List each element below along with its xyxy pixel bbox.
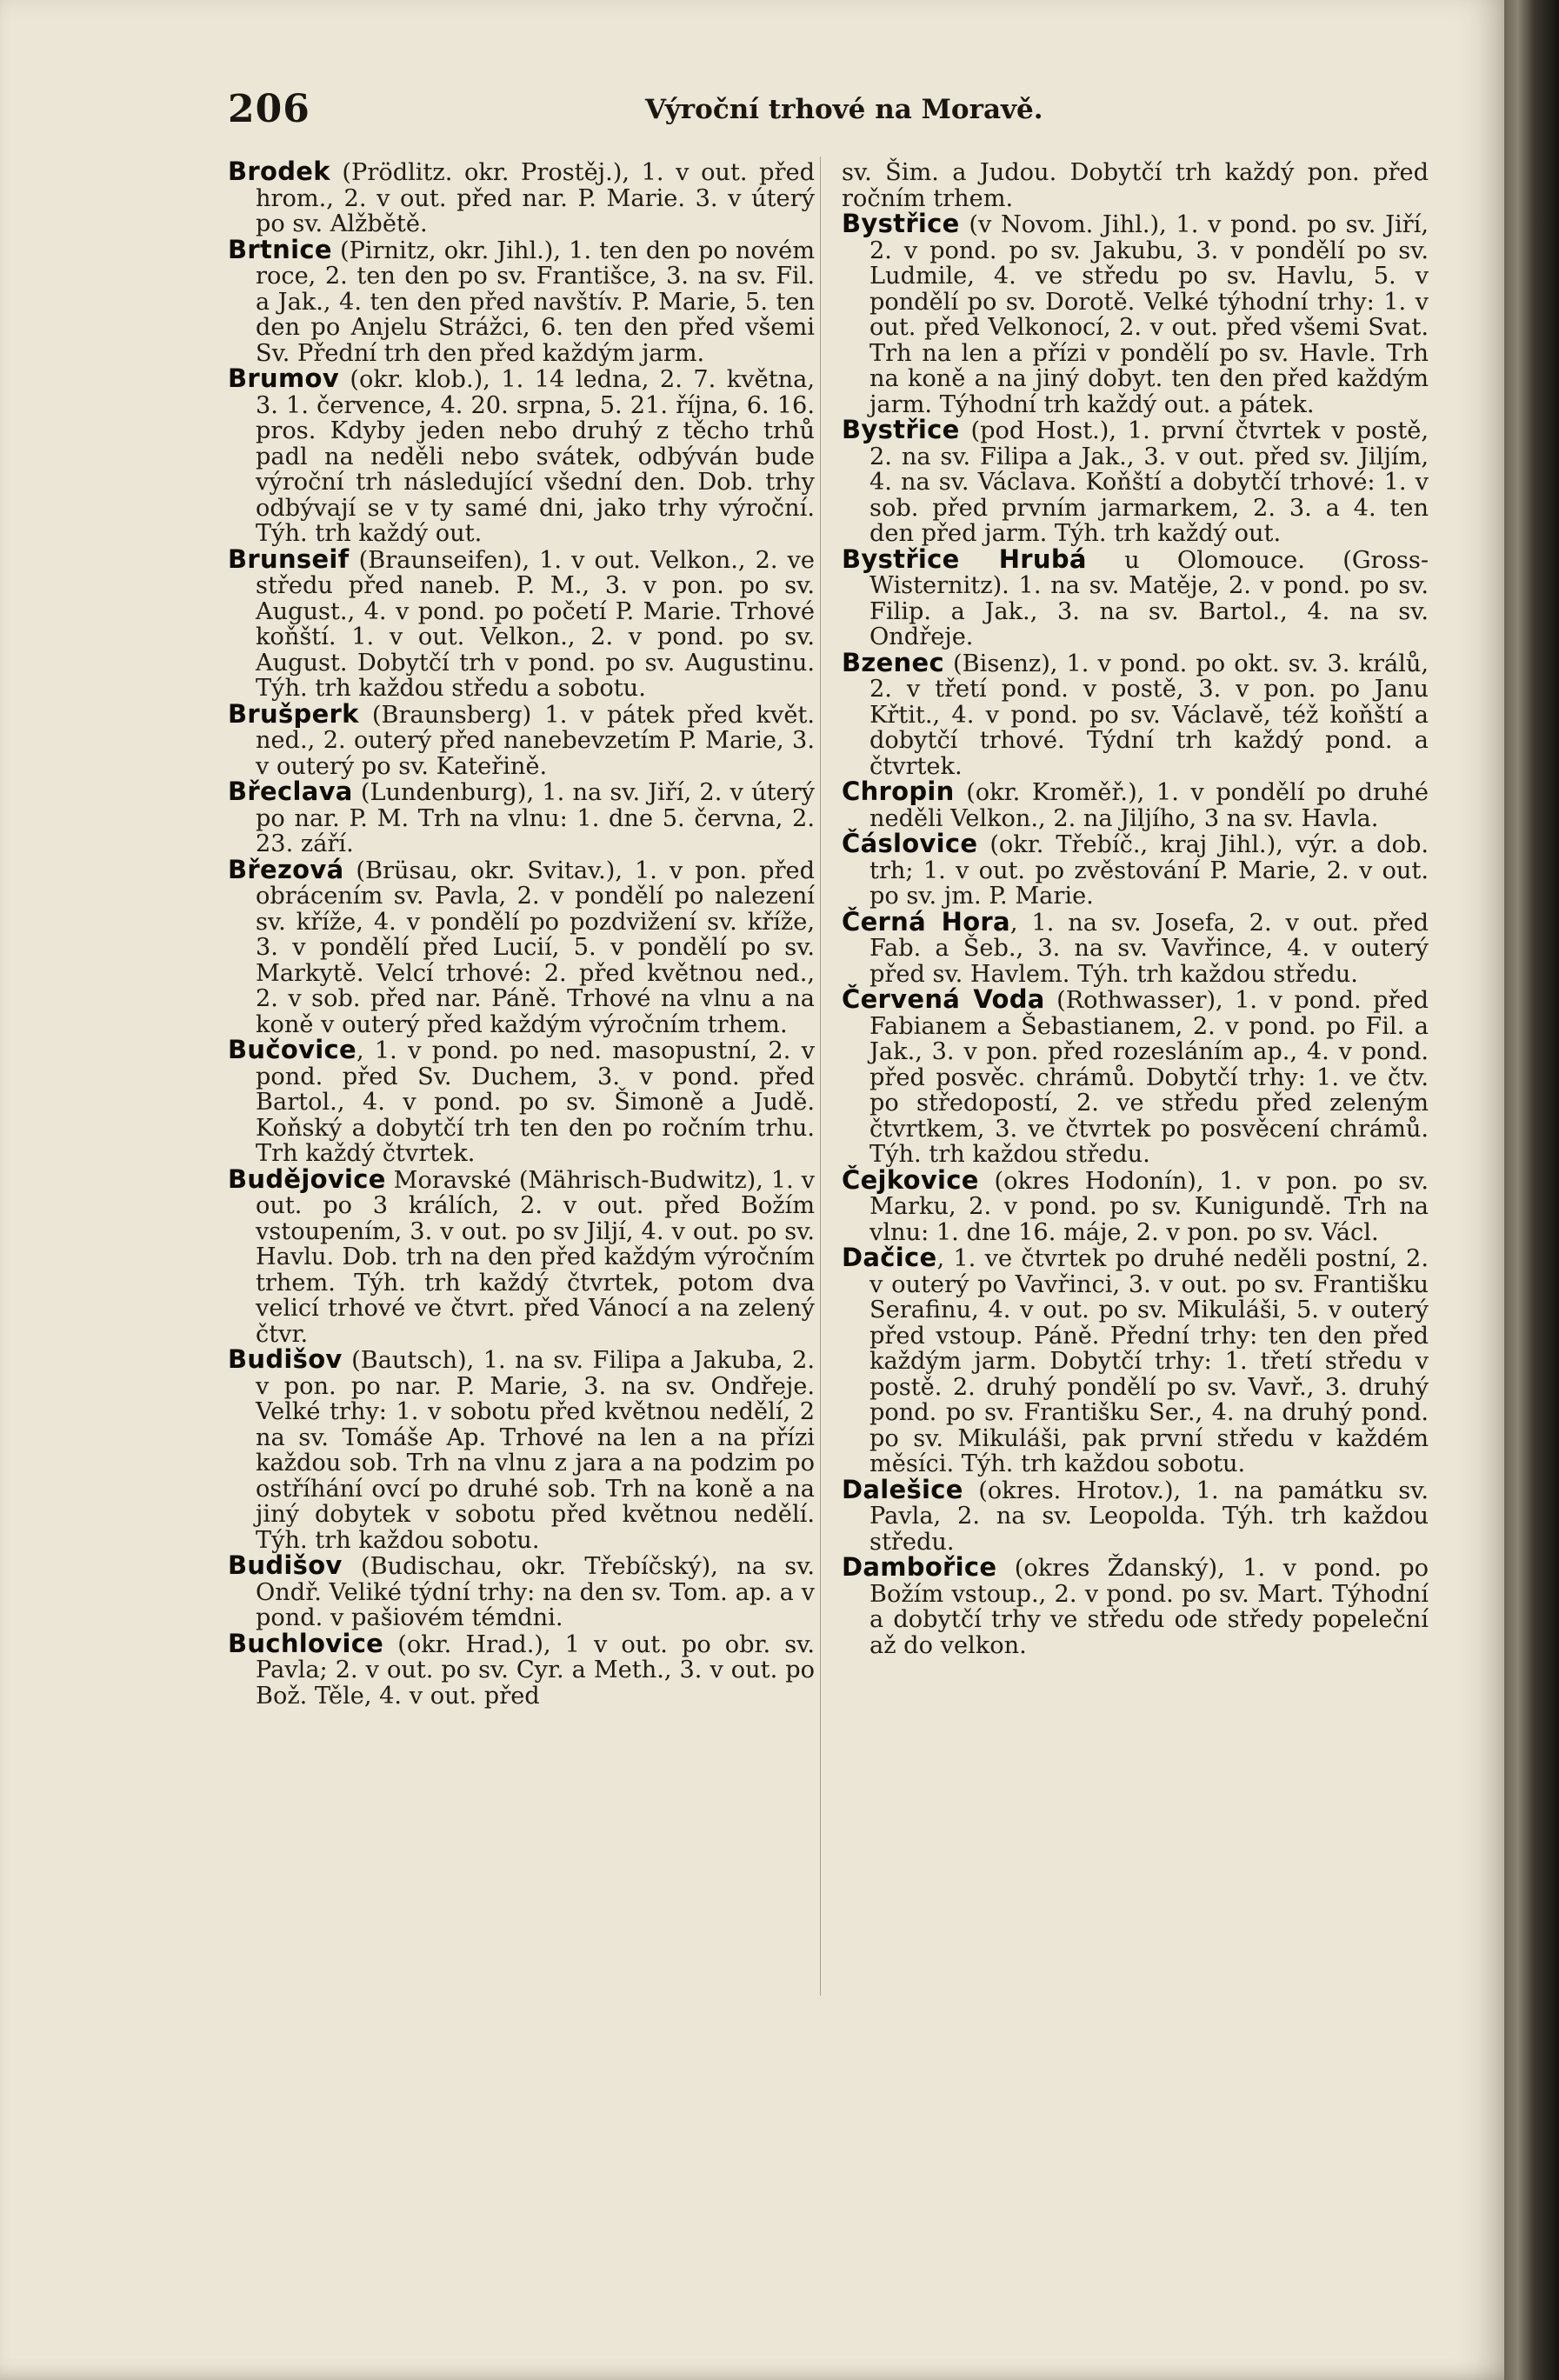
entry xyxy=(228,1550,815,1631)
entry xyxy=(228,1344,815,1554)
entry-headword: Chropin xyxy=(842,777,955,806)
entry xyxy=(842,211,1429,417)
entry-headword: Dačice xyxy=(842,1243,937,1272)
entry-headword: Bystřice xyxy=(842,415,960,444)
entry-text: (Bisenz), 1. v pond. po okt. sv. 3. králů, 2. v třetí pond. v postě, 3. v pon. po Janu Křtit., 4. v pond. po sv. Václavě, též koňští a dobytčí trhové. Týdní trh každý pond. a čtvrtek. xyxy=(869,650,1429,780)
entry-text: (okr. Třebíč., kraj Jihl.), výr. a dob. trh; 1. v out. po zvěstování P. Marie, 2. v out. po sv. jm. P. Marie. xyxy=(869,831,1429,910)
entry-text: , 1. na sv. Josefa, 2. v out. před Fab. a Šeb., 3. na sv. Vavřince, 4. v outerý před sv. Havlem. Týh. trh každou středu. xyxy=(869,909,1429,988)
entry xyxy=(842,984,1429,1168)
entry-text: Moravské (Mährisch-Budwitz), 1. v out. po 3 králích, 2. v out. před Božím vstoupením, 3. v out. po sv Jiljí, 4. v out. po sv. Havlu. Dob. trh na den před každým výročním trhem. Týh. trh každý čtvrtek, potom dva velicí trhové ve čtvrt. před Vánocí a na zelený čtvr. xyxy=(256,1166,815,1348)
entry xyxy=(842,1552,1429,1659)
entry-text: (okr. Hrad.), 1 v out. po obr. sv. Pavla; 2. v out. po sv. Cyr. a Meth., 3. v out. po Bož. Těle, 4. v out. před xyxy=(256,1630,815,1710)
entry xyxy=(842,647,1429,780)
entry xyxy=(842,1164,1429,1246)
entry-headword: Břeclava xyxy=(228,777,353,806)
entry xyxy=(842,1245,1429,1477)
book-edge-shadow xyxy=(1504,0,1559,2380)
entry xyxy=(842,906,1429,988)
entry-headword: Bystřice Hrubá xyxy=(842,543,1087,574)
entry-continuation xyxy=(842,159,1429,211)
entry-headword: Budišov xyxy=(228,1344,343,1374)
entry-headword: Buchlovice xyxy=(228,1628,384,1658)
entry-text: (pod Host.), 1. první čtvrtek v postě, 2. na sv. Filipa a Jak., 3. v out. před sv. Jiljím, 4. na sv. Václava. Koňští a dobytčí trhové: 1. v sob. před prvním jarmarkem, 2. 3. a 4. ten den před jarm. Týh. trh každý out. xyxy=(869,417,1429,547)
entry-headword: Brušperk xyxy=(228,698,359,729)
entry xyxy=(842,417,1429,547)
left-column xyxy=(228,159,815,1709)
entry-text: (Lundenburg), 1. na sv. Jiří, 2. v úterý po nar. P. M. Trh na vlnu: 1. dne 5. června, 2. 23. září. xyxy=(256,779,815,857)
entry-headword: Brumov xyxy=(228,363,339,393)
entry-text: (v Novom. Jihl.), 1. v pond. po sv. Jiří, 2. v pond. po sv. Jakubu, 3. v pondělí po sv. Ludmile, 4. ve středu po sv. Havlu, 5. v pondělí po sv. Dorotě. Velké týhodní trhy: 1. v out. před Velkonocí, 2. v out. před všemi Svat. Trh na len a přízi v pondělí po sv. Havle. Trh na koně a na jiný dobyt. ten den před každým jarm. Týhodní trh každý out. a pátek. xyxy=(869,211,1429,418)
entry-headword: Brodek xyxy=(228,157,330,186)
entry xyxy=(228,1628,815,1710)
entry xyxy=(228,543,815,702)
entry-headword: Březová xyxy=(228,854,344,884)
entry-text: (Braunseifen), 1. v out. Velkon., 2. ve středu před naneb. P. M., 3. v pon. po sv. August., 4. v pond. po početí P. Marie. Trhové koňští. 1. v out. Velkon., 2. v pond. po sv. August. Dobytčí trh v pond. po sv. Augustinu. Týh. trh každou středu a sobotu. xyxy=(256,546,815,702)
entry-text: , 1. v pond. po ned. masopustní, 2. v pond. před Sv. Duchem, 3. v pond. před Bartol., 4. v pond. po sv. Šimoně a Judě. Koňský a dobytčí trh ten den po ročním trhu. Trh každý čtvrtek. xyxy=(256,1037,815,1167)
entry xyxy=(228,234,815,367)
entry xyxy=(228,1037,815,1167)
entry xyxy=(228,363,815,547)
entry-text: sv. Šim. a Judou. Dobytčí trh každý pon. před ročním trhem. xyxy=(842,159,1429,212)
entry-headword: Červená Voda xyxy=(842,984,1045,1014)
entry xyxy=(228,698,815,780)
entry-headword: Černá Hora xyxy=(842,906,1010,937)
right-column xyxy=(842,159,1429,1658)
entry-headword: Čejkovice xyxy=(842,1164,979,1195)
entry-text: (Bautsch), 1. na sv. Filipa a Jakuba, 2. v pon. po nar. P. Marie, 3. na sv. Ondřeje. Velké trhy: 1. v sobotu před květnou nedělí, 2 na sv. Tomáše Ap. Trhové na len a na přízi každou sob. Trh na vlnu z jara a na podzim po ostříhání ovcí po druhé sob. Trh na koně a na jiný dobytek v sobotu před květnou nedělí. Týh. trh každou sobotu. xyxy=(256,1347,815,1554)
page-number: 206 xyxy=(228,87,310,131)
entry-text: (Brüsau, okr. Svitav.), 1. v pon. před obrácením sv. Pavla, 2. v pondělí po nalezení sv. kříže, 4. v pondělí po pozdvižení sv. kříže, 3. v pondělí před Lucií, 5. v pondělí po sv. Markytě. Velcí trhové: 2. před květnou ned., 2. v sob. před nar. Páně. Trhové na vlnu a na koně v outerý před každým výročním trhem. xyxy=(256,857,815,1038)
entry-headword: Bzenec xyxy=(842,647,944,677)
entry-text: (okres Hodonín), 1. v pon. po sv. Marku, 2. v pond. po sv. Kunigundě. Trh na vlnu: 1. dne 16. máje, 2. v pon. po sv. Václ. xyxy=(869,1167,1429,1246)
entry-text: (okr. Kroměř.), 1. v pondělí po druhé neděli Velkon., 2. na Jiljího, 3 na sv. Havla. xyxy=(869,779,1429,832)
entry xyxy=(228,1163,815,1348)
entry xyxy=(842,779,1429,831)
running-head: Výroční trhové na Moravě. xyxy=(645,94,1043,125)
entry-headword: Brunseif xyxy=(228,543,350,574)
entry-headword: Budějovice xyxy=(228,1163,386,1194)
entry xyxy=(228,159,815,237)
entry-text: (okres. Hrotov.), 1. na památku sv. Pavla, 2. na sv. Leopolda. Týh. trh každou středu. xyxy=(869,1477,1429,1556)
entry xyxy=(228,779,815,857)
entry xyxy=(842,831,1429,910)
entry-text: (Rothwasser), 1. v pond. před Fabianem a Šebastianem, 2. v pond. po Fil. a Jak., 3. v pon. před rozesláním ap., 4. v pond. před posvěc. chrámů. Dobytčí trhy: 1. ve čtv. po středopostí, 2. ve středu před zeleným čtvrtkem, 3. ve čtvrtek po posvěcení chrámů. Týh. trh každou středu. xyxy=(869,987,1429,1168)
entry-text: (Prödlitz. okr. Prostěj.), 1. v out. před hrom., 2. v out. před nar. P. Marie. 3. v úterý po sv. Alžbětě. xyxy=(256,159,815,237)
entry-headword: Budišov xyxy=(228,1550,343,1580)
entry-headword: Brtnice xyxy=(228,234,332,264)
entry-text: (okres Ždanský), 1. v pond. po Božím vstoup., 2. v pond. po sv. Mart. Týhodní a dobytčí trhy ve středu ode středy popeleční až do velkon. xyxy=(869,1555,1429,1659)
entry-text: (Braunsberg) 1. v pátek před květ. ned., 2. outerý před nanebevzetím P. Marie, 3. v outerý po sv. Kateřině. xyxy=(256,701,815,780)
entry-headword: Bučovice xyxy=(228,1035,356,1064)
column-divider xyxy=(820,157,821,1996)
entry-text: (Pirnitz, okr. Jihl.), 1. ten den po novém roce, 2. ten den po sv. Františce, 3. na sv. Fil. a Jak., 4. ten den před navštív. P. Marie, 5. ten den po Anjelu Strážci, 6. ten den před všemi Sv. Přední trh den před každým jarm. xyxy=(256,237,815,367)
entry-text: (okr. klob.), 1. 14 ledna, 2. 7. května, 3. 1. července, 4. 20. srpna, 5. 21. října, 6. 16. pros. Kdyby jeden nebo druhý z těcho trhů padl na neděli nebo svátek, odbýván bude výroční trh následující všední den. Dob. trhy odbývají se v ty samé dni, jako trhy výroční. Týh. trh každý out. xyxy=(256,366,815,547)
entry-headword: Bystřice xyxy=(842,209,960,238)
entry-text: (Budischau, okr. Třebíčský), na sv. Ondř. Veliké týdní trhy: na den sv. Tom. ap. a v pond. v pašiovém témdni. xyxy=(256,1553,815,1631)
entry xyxy=(842,543,1429,650)
entry-headword: Dambořice xyxy=(842,1552,997,1582)
entry-text: u Olomouce. (Gross-Wisternitz). 1. na sv. Matěje, 2. v pond. po sv. Filip. a Jak., 3. na sv. Bartol., 4. na sv. Ondřeje. xyxy=(869,546,1429,650)
entry-headword: Dalešice xyxy=(842,1474,963,1504)
entry-headword: Čáslovice xyxy=(842,829,978,858)
entry-text: , 1. ve čtvrtek po druhé neděli postní, 2. v outerý po Vavřinci, 3. v out. po sv. Františku Serafinu, 4. v out. po sv. Mikuláši, 5. v outerý před vstoup. Páně. Přední trhy: ten den před každým jarm. Dobytčí trhy: 1. třetí středu v postě. 2. druhý pondělí po sv. Vavř., 3. druhý pond. po sv. Františku Ser., 4. na druhý pond. po sv. Mikuláši, pak první středu v každém měsíci. Týh. trh každou sobotu. xyxy=(869,1245,1429,1477)
entry xyxy=(842,1474,1429,1556)
entry xyxy=(228,854,815,1038)
